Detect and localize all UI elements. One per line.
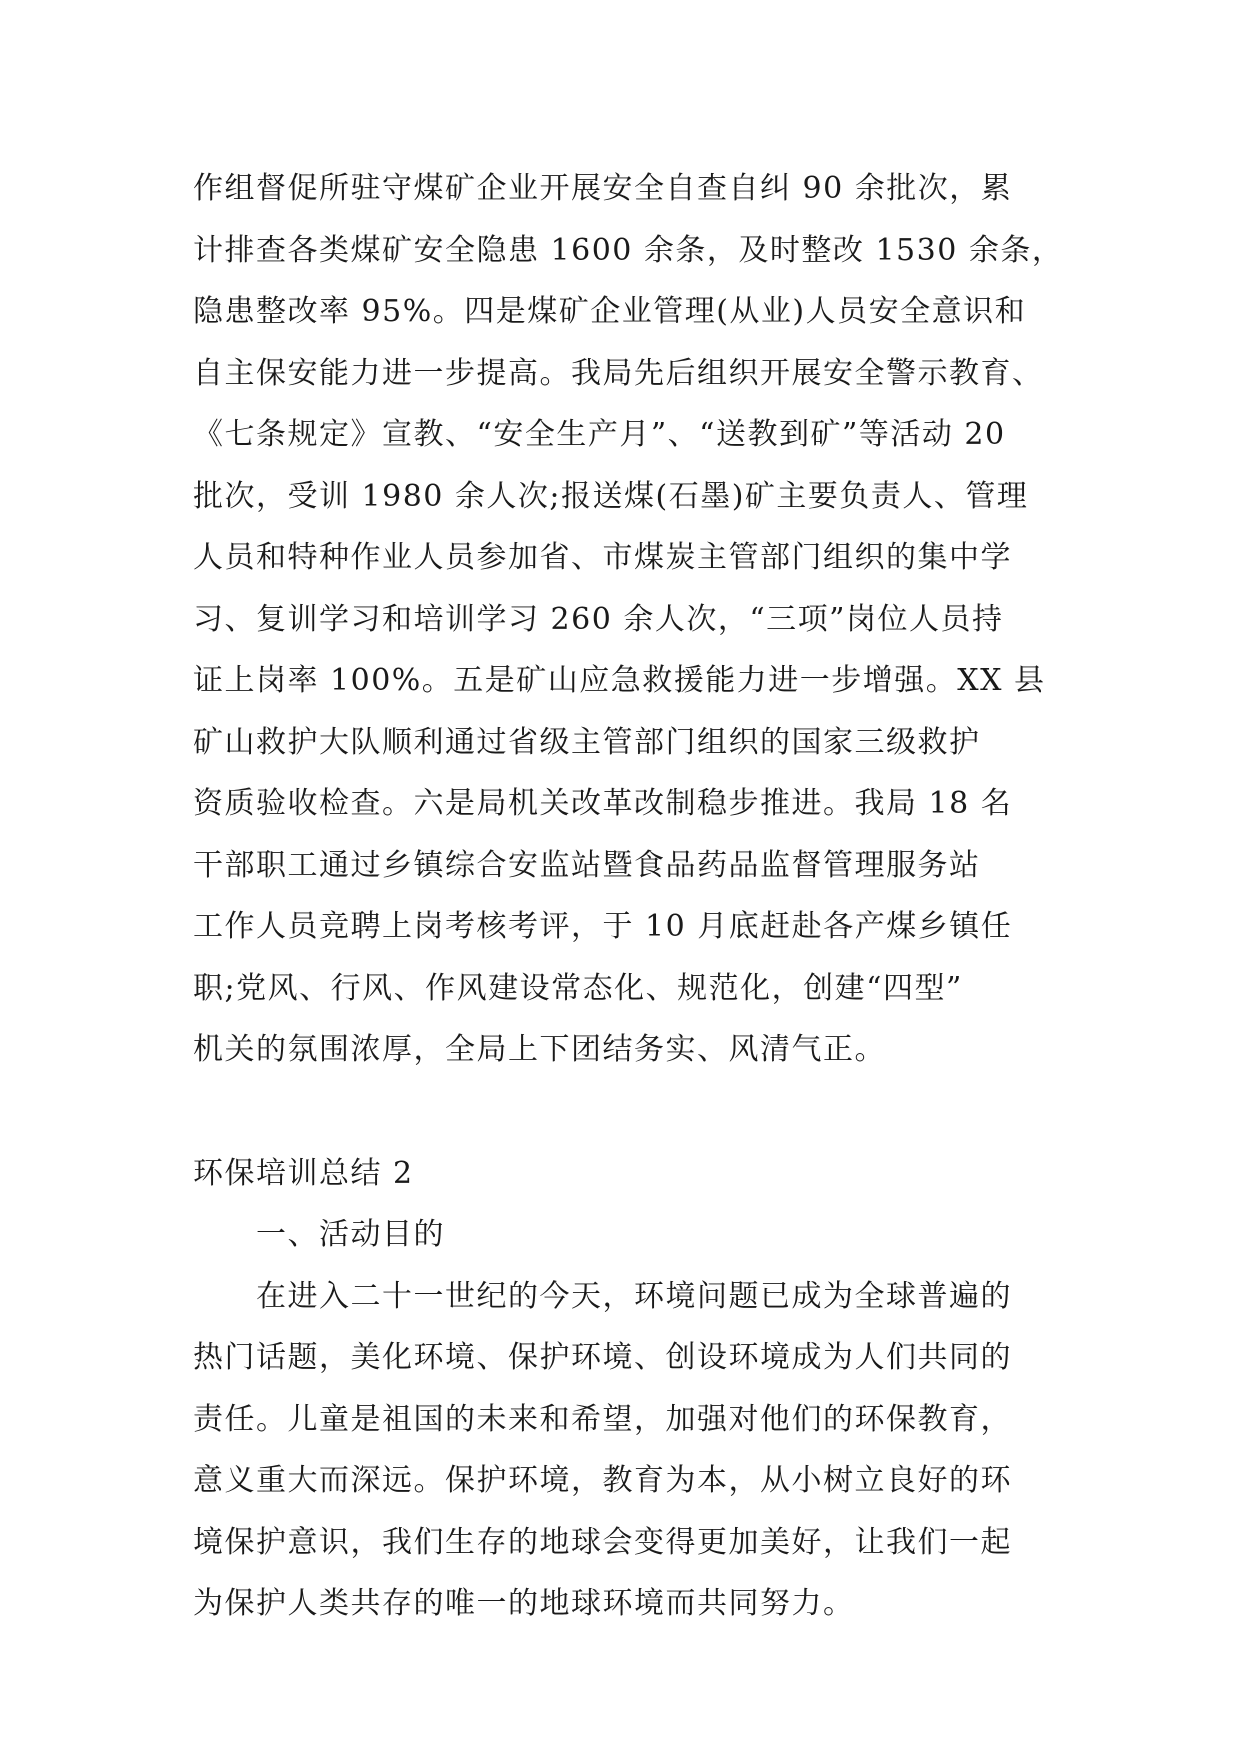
text-line: 在进入二十一世纪的今天，环境问题已成为全球普遍的 xyxy=(256,1278,1012,1314)
section-title: 环保培训总结 2 xyxy=(193,1155,414,1191)
text-line: 批次，受训 1980 余人次;报送煤(石墨)矿主要负责人、管理 xyxy=(193,478,1029,514)
text-line: 作组督促所驻守煤矿企业开展安全自查自纠 90 余批次，累 xyxy=(193,171,1013,206)
text-line: 习、复训学习和培训学习 260 余人次，“三项”岗位人员持 xyxy=(193,601,1004,637)
text-line: 干部职工通过乡镇综合安监站暨食品药品监督管理服务站 xyxy=(193,847,981,883)
text-line: 资质验收检查。六是局机关改革改制稳步推进。我局 18 名 xyxy=(193,786,1013,821)
text-line: 工作人员竞聘上岗考核考评，于 10 月底赶赴各产煤乡镇任 xyxy=(193,909,1013,944)
text-line: 计排查各类煤矿安全隐患 1600 余条，及时整改 1530 余条， xyxy=(193,232,1064,268)
paragraph-1 xyxy=(193,158,1073,1081)
text-line: 意义重大而深远。保护环境，教育为本，从小树立良好的环 xyxy=(193,1463,1012,1498)
subheading: 一、活动目的 xyxy=(256,1217,445,1252)
text-line: 机关的氛围浓厚，全局上下团结务实、风清气正。 xyxy=(193,1032,886,1067)
document-body xyxy=(193,158,1073,1635)
text-line: 隐患整改率 95%。四是煤矿企业管理(从业)人员安全意识和 xyxy=(193,294,1027,329)
text-line: 热门话题，美化环境、保护环境、创设环境成为人们共同的 xyxy=(193,1340,1012,1375)
paragraph-2 xyxy=(193,1266,1073,1635)
text-line: 自主保安能力进一步提高。我局先后组织开展安全警示教育、 xyxy=(193,355,1044,391)
text-line: 人员和特种作业人员参加省、市煤炭主管部门组织的集中学 xyxy=(193,540,1012,575)
text-line: 职;党风、行风、作风建设常态化、规范化，创建“四型” xyxy=(193,970,963,1006)
text-line: 境保护意识，我们生存的地球会变得更加美好，让我们一起 xyxy=(193,1524,1012,1560)
text-line: 责任。儿童是祖国的未来和希望，加强对他们的环保教育， xyxy=(193,1401,1012,1437)
text-line: 矿山救护大队顺利通过省级主管部门组织的国家三级救护 xyxy=(193,724,981,760)
text-line: 证上岗率 100%。五是矿山应急救援能力进一步增强。XX 县 xyxy=(193,663,1046,698)
text-line: 《七条规定》宣教、“安全生产月”、“送教到矿”等活动 20 xyxy=(193,417,1006,452)
text-line: 为保护人类共存的唯一的地球环境而共同努力。 xyxy=(193,1586,855,1621)
